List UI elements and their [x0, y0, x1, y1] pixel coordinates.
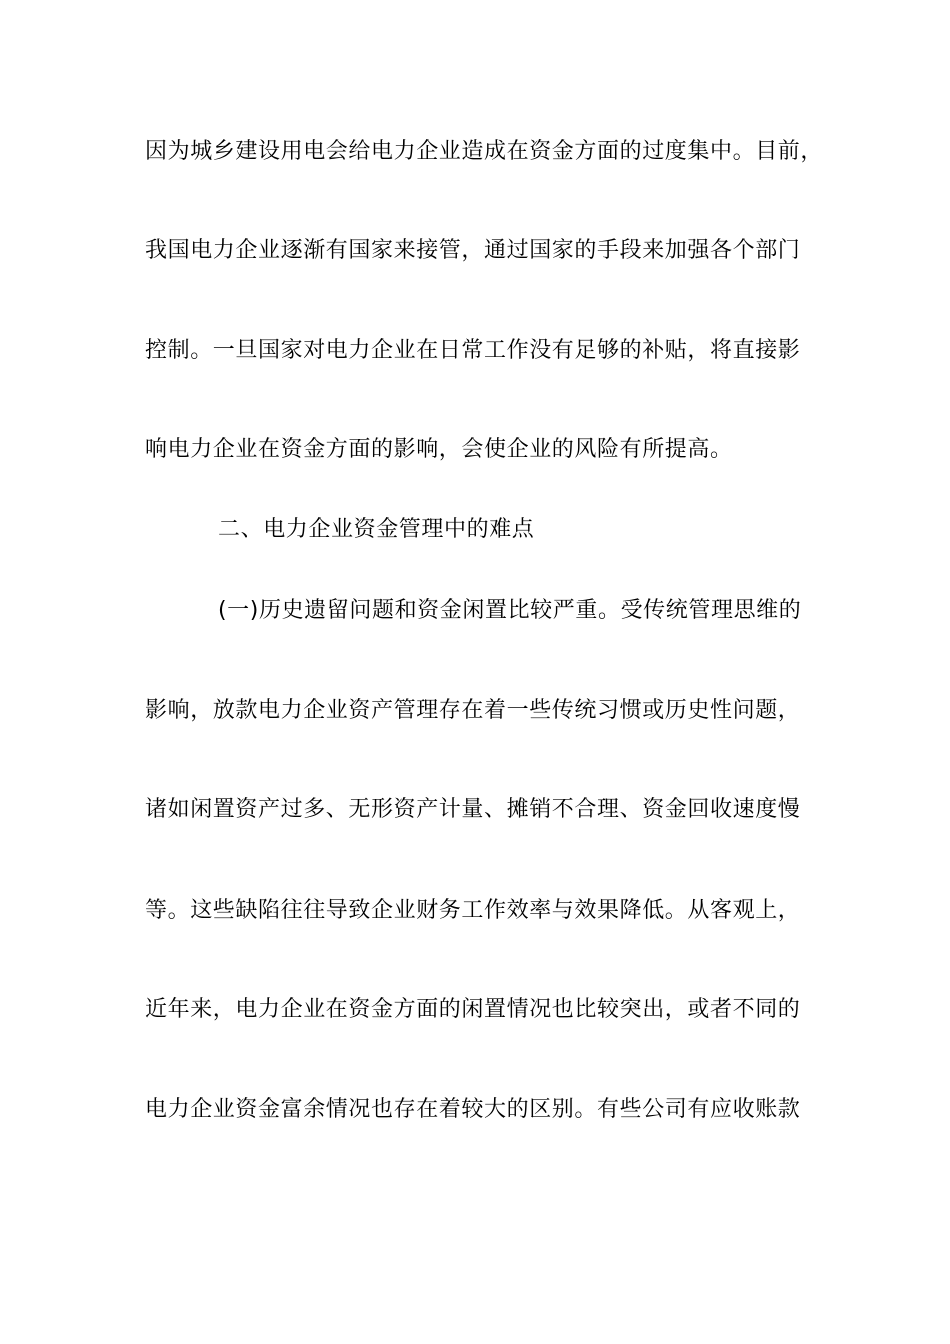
- paragraph-line-11: 电力企业资金富余情况也存在着较大的区别。有些公司有应收账款: [145, 1097, 801, 1122]
- subsection-heading-line: (一)历史遗留问题和资金闲置比较严重。受传统管理思维的: [218, 598, 802, 623]
- paragraph-line-4: 响电力企业在资金方面的影响，会使企业的风险有所提高。: [145, 437, 733, 462]
- paragraph-line-1: 因为城乡建设用电会给电力企业造成在资金方面的过度集中。目前，: [145, 139, 824, 164]
- paragraph-line-3: 控制。一旦国家对电力企业在日常工作没有足够的补贴，将直接影: [145, 338, 801, 363]
- paragraph-line-2: 我国电力企业逐渐有国家来接管，通过国家的手段来加强各个部门: [145, 238, 801, 263]
- paragraph-line-8: 诸如闲置资产过多、无形资产计量、摊销不合理、资金回收速度慢: [145, 797, 801, 822]
- paragraph-line-9: 等。这些缺陷往往导致企业财务工作效率与效果降低。从客观上，: [145, 898, 801, 923]
- paragraph-line-7: 影响，放款电力企业资产管理存在着一些传统习惯或历史性问题，: [145, 698, 801, 723]
- section-heading: 二、电力企业资金管理中的难点: [218, 517, 535, 542]
- paragraph-line-10: 近年来，电力企业在资金方面的闲置情况也比较突出，或者不同的: [145, 997, 801, 1022]
